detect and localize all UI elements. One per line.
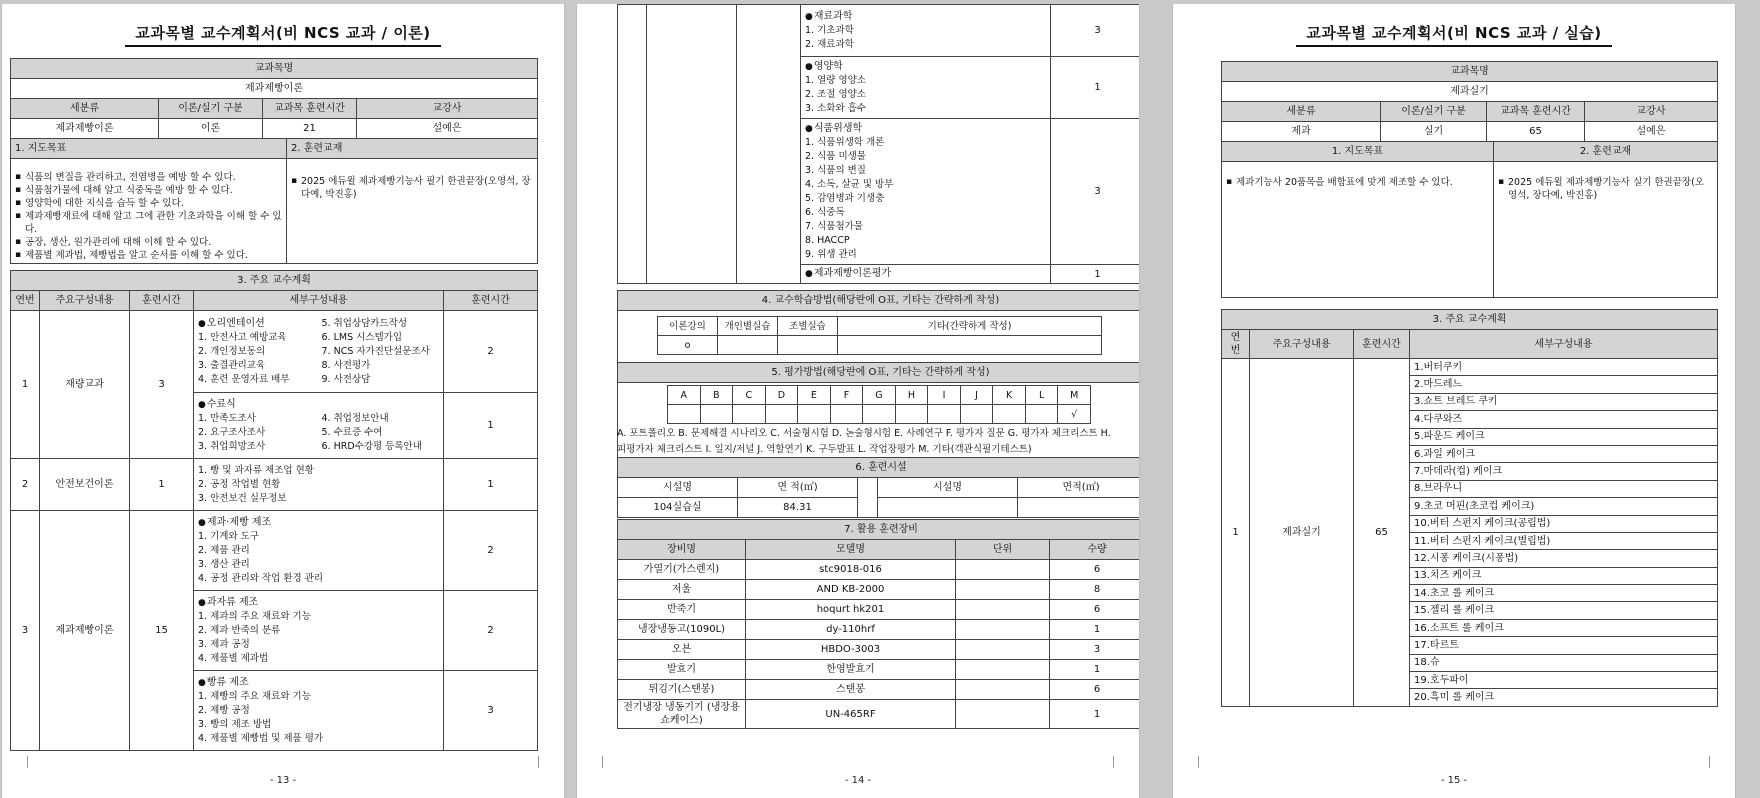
sub-block [194, 591, 444, 671]
equip-model: dy-110hrf [746, 620, 956, 640]
list-item: 9.초코 머핀(초코컵 케이크) [1410, 498, 1718, 515]
material-list [1498, 176, 1713, 202]
sub-title: ● 수료식 [198, 398, 316, 412]
info-header: 교과목 훈련시간 [1487, 102, 1585, 122]
equip-qty: 6 [1050, 600, 1141, 620]
row-content: 재량교과 [40, 311, 130, 459]
page-14 [576, 4, 1140, 798]
sub-item: 9. 위생 관리 [805, 248, 857, 260]
equip-model: stc9018-016 [746, 560, 956, 580]
row-content: 제과제빵이론 [40, 511, 130, 751]
facility-val: 84.31 [738, 498, 858, 518]
row-hours: 15 [130, 511, 194, 751]
equip-name: 오븐 [618, 640, 746, 660]
equip-qty: 1 [1050, 660, 1141, 680]
course-name: 제과제빵이론 [11, 79, 538, 99]
plan-col: 연번 [11, 291, 40, 311]
sub-block [801, 119, 1051, 265]
plan-header: 3. 주요 교수계획 [1222, 310, 1718, 330]
eval-col: C [733, 386, 766, 405]
goal-list [15, 171, 282, 262]
goal-item: ▪ 제과제빵재료에 대해 알고 그에 관한 기초과학을 이해 할 수 있다. [15, 210, 282, 236]
sub-item: 3. 생산 관리 [198, 558, 250, 570]
sub-item: 4. 제품별 제빵법 및 제품 평가 [198, 732, 324, 744]
row-hours: 3 [130, 311, 194, 459]
facility-col: 시설명 [878, 478, 1018, 498]
sub-item: 3. 빵의 제조 방법 [198, 718, 272, 730]
table-row [618, 700, 1141, 729]
page-15 [1172, 4, 1736, 798]
goal-item: ▪ 식품첨가물에 대해 알고 식중독을 예방 할 수 있다. [15, 184, 282, 197]
material-header: 2. 훈련교재 [287, 139, 538, 159]
eval-col: H [895, 386, 928, 405]
sub-item: 3. 출결관리교육 [198, 359, 266, 371]
sub-item: 6. HRD수강평 등록안내 [321, 440, 422, 452]
list-item: 7.마데라(컵) 케이크 [1410, 463, 1718, 480]
row-hours [737, 5, 801, 284]
course-info-table [1221, 61, 1718, 142]
equip-name: 반죽기 [618, 600, 746, 620]
table-row [618, 660, 1141, 680]
eval-col: B [700, 386, 733, 405]
table-row [1222, 359, 1718, 376]
info-header: 이론/실기 구분 [159, 99, 263, 119]
sub-item: 4. 취업정보안내 [321, 412, 389, 424]
list-item: 14.초코 롤 케이크 [1410, 585, 1718, 602]
crop-mark [1187, 756, 1199, 768]
equip-model: 한영발효기 [746, 660, 956, 680]
sub-item: 3. 취업희망조사 [198, 440, 266, 452]
goal-header: 1. 지도목표 [1222, 142, 1494, 162]
row-number: 1 [1222, 359, 1250, 707]
sub-item: 1. 안전사고 예방교육 [198, 331, 287, 343]
sub-block [801, 265, 1051, 284]
eval-note: A. 포트폴리오 B. 문제해결 시나리오 C. 서술형시험 D. 논술형시험 E. 사례연구 F. 평가자 질문 G. 평가자 체크리스트 H. 피평가자 체크리스트 I. 일지/저널 J. 역할연기 K. 구두발표 L. 작업장평가 M. 기타(객관식필기테스트) [617, 428, 1111, 455]
row-number [618, 5, 647, 284]
method-col: 기타(간략하게 작성) [838, 317, 1102, 336]
equip-name: 전기냉장 냉동기기 (냉장용 쇼케이스) [618, 700, 746, 729]
eval-col: J [960, 386, 993, 405]
sub-item: 2. 요구조사조사 [198, 426, 266, 438]
list-item: 5.파운드 케이크 [1410, 428, 1718, 445]
equip-name: 발효기 [618, 660, 746, 680]
info-header: 이론/실기 구분 [1381, 102, 1487, 122]
eval-val [700, 405, 733, 424]
goal-header: 1. 지도목표 [11, 139, 287, 159]
list-item: 8.브라우니 [1410, 480, 1718, 497]
sub-item: 2. 제과 반죽의 분류 [198, 624, 281, 636]
equip-header: 7. 활용 훈련장비 [618, 520, 1141, 540]
plan-col: 세부구성내용 [194, 291, 444, 311]
sub-block [801, 57, 1051, 119]
sub-hours: 1 [444, 393, 538, 459]
equip-col: 수량 [1050, 540, 1141, 560]
eval-col: D [765, 386, 798, 405]
eval-col: G [863, 386, 896, 405]
table-row [618, 600, 1141, 620]
eval-val [1025, 405, 1058, 424]
list-item: 10.버터 스펀지 케이크(공립법) [1410, 515, 1718, 532]
table-row [618, 640, 1141, 660]
sub-item: 8. 사전평가 [321, 359, 371, 371]
crop-mark [1113, 756, 1125, 768]
equip-qty: 6 [1050, 680, 1141, 700]
sub-title: ● 식품위생학 [805, 122, 1046, 136]
equip-unit [956, 580, 1050, 600]
crop-mark [591, 756, 603, 768]
method-val [718, 336, 778, 355]
info-value: 21 [263, 119, 357, 139]
method-col: 조별실습 [778, 317, 838, 336]
goal-list-cell [1222, 162, 1494, 298]
equip-qty: 6 [1050, 560, 1141, 580]
sub-block [194, 511, 444, 591]
sub-item: 6. LMS 시스템가입 [321, 331, 403, 343]
equip-unit [956, 640, 1050, 660]
sub-item: 3. 제과 공정 [198, 638, 250, 650]
plan-col: 훈련시간 [444, 291, 538, 311]
sub-item: 1. 빵 및 과자류 제조업 현황 [198, 464, 314, 476]
material-list-cell [1494, 162, 1718, 298]
goals-table [10, 138, 538, 264]
sub-item: 2. 식품 미생물 [805, 150, 866, 162]
page-number: - 14 - [844, 775, 872, 786]
list-item: 18.슈 [1410, 654, 1718, 671]
info-header: 교강사 [1585, 102, 1718, 122]
material-item: ▪ 2025 에듀윌 제과제빵기능사 실기 한권끝장(오영석, 장다예, 박진홍) [1498, 176, 1713, 202]
equip-qty: 1 [1050, 620, 1141, 640]
sub-hours: 3 [1051, 119, 1141, 265]
course-header: 교과목명 [1222, 62, 1718, 82]
list-item: 16.소프트 롤 케이크 [1410, 619, 1718, 636]
equip-model: hoqurt hk201 [746, 600, 956, 620]
sub-title: ● 영양학 [805, 60, 1046, 74]
plan-col: 세부구성내용 [1410, 330, 1718, 359]
info-header: 교강사 [357, 99, 538, 119]
equip-model: HBDO-3003 [746, 640, 956, 660]
sub-item: 1. 기계와 도구 [198, 530, 259, 542]
eval-val [668, 405, 701, 424]
plan-col: 주요구성내용 [1250, 330, 1354, 359]
row-hours: 1 [130, 459, 194, 511]
eval-val [765, 405, 798, 424]
plan-table [10, 270, 538, 751]
row-number: 3 [11, 511, 40, 751]
facility-col: 면 적(㎡) [738, 478, 858, 498]
eval-col: L [1025, 386, 1058, 405]
goal-list [1226, 176, 1489, 189]
equipment-table [617, 519, 1140, 729]
eval-val: √ [1058, 405, 1091, 424]
course-info-table [10, 58, 538, 139]
equip-name: 튀김기(스탠봉) [618, 680, 746, 700]
sub-block [801, 5, 1051, 57]
row-content [647, 5, 737, 284]
goal-item: ▪ 식품의 변질을 관리하고, 전염병을 예방 할 수 있다. [15, 171, 282, 184]
sub-item: 2. 제품 관리 [198, 544, 250, 556]
facility-table [617, 457, 1140, 518]
sub-item: 1. 식품위생학 개론 [805, 136, 885, 148]
sub-hours: 1 [1051, 57, 1141, 119]
method-header: 4. 교수학습방법(해당란에 O표, 기타는 간략하게 작성) [618, 291, 1141, 311]
eval-val [993, 405, 1026, 424]
sub-item: 4. 공정 관리와 작업 환경 관리 [198, 572, 324, 584]
list-item: 17.타르트 [1410, 637, 1718, 654]
page-title: 교과목별 교수계획서(비 NCS 교과 / 실습) [1173, 22, 1735, 43]
plan-col: 훈련시간 [1354, 330, 1410, 359]
method-table [657, 316, 1102, 355]
plan-table [1221, 309, 1718, 707]
equip-model: UN-465RF [746, 700, 956, 729]
equip-qty: 1 [1050, 700, 1141, 729]
equip-unit [956, 560, 1050, 580]
sub-item: 5. 감염병과 기생충 [805, 192, 885, 204]
sub-item: 9. 사전상담 [321, 373, 371, 385]
list-item: 6.과일 케이크 [1410, 445, 1718, 462]
list-item: 2.마드레느 [1410, 376, 1718, 393]
sub-block [194, 671, 444, 751]
facility-col: 시설명 [618, 478, 738, 498]
sub-item: 1. 제빵의 주요 재료와 기능 [198, 690, 311, 702]
equip-unit [956, 660, 1050, 680]
eval-col: F [830, 386, 863, 405]
equip-col: 단위 [956, 540, 1050, 560]
course-header: 교과목명 [11, 59, 538, 79]
sub-item: 1. 열량 영양소 [805, 74, 866, 86]
eval-col: I [928, 386, 961, 405]
sub-item: 1. 만족도조사 [198, 412, 256, 424]
eval-val [798, 405, 831, 424]
sub-title: ● 제과제빵이론평가 [805, 267, 1046, 281]
sub-item: 1. 제과의 주요 재료와 기능 [198, 610, 311, 622]
sub-item: 2. 조절 영양소 [805, 88, 866, 100]
sub-hours: 2 [444, 591, 538, 671]
equip-unit [956, 680, 1050, 700]
sub-hours: 3 [1051, 5, 1141, 57]
equip-model: AND KB-2000 [746, 580, 956, 600]
page-13 [1, 4, 565, 798]
eval-val [960, 405, 993, 424]
table-row [618, 620, 1141, 640]
info-value: 제과 [1222, 122, 1381, 142]
plan-col: 연번 [1222, 330, 1250, 359]
equip-col: 모델명 [746, 540, 956, 560]
sub-block [194, 311, 444, 393]
sub-title: ● 과자류 제조 [198, 596, 439, 610]
sub-item: 4. 훈련 운영자료 배부 [198, 373, 290, 385]
eval-col: M [1058, 386, 1091, 405]
plan-table-continued [617, 4, 1140, 284]
material-header: 2. 훈련교재 [1494, 142, 1718, 162]
sub-item: 3. 소화와 흡수 [805, 102, 866, 114]
sub-hours: 2 [444, 511, 538, 591]
sub-item: 7. NCS 자가진단설문조사 [321, 345, 430, 357]
method-val: o [658, 336, 718, 355]
goal-item: ▪ 영양학에 대한 지식을 습득 할 수 있다. [15, 197, 282, 210]
material-item: ▪ 2025 에듀윌 제과제빵기능사 필기 한권끝장(오영석, 장다예, 박진홍) [291, 175, 533, 201]
sub-hours: 1 [444, 459, 538, 511]
crop-mark [1709, 756, 1721, 768]
sub-item: 7. 식품첨가물 [805, 220, 863, 232]
equip-col: 장비명 [618, 540, 746, 560]
table-row [618, 5, 1141, 57]
crop-mark [538, 756, 550, 768]
info-value: 설예은 [357, 119, 538, 139]
goal-item: ▪ 제품별 제과법, 제빵법을 알고 순서를 이해 할 수 있다. [15, 249, 282, 262]
sub-item: 6. 식중독 [805, 206, 845, 218]
sub-title: ● 오리엔테이션 [198, 317, 316, 331]
sub-block [194, 393, 444, 459]
method-col: 이론강의 [658, 317, 718, 336]
equip-qty: 8 [1050, 580, 1141, 600]
equip-model: 스탠봉 [746, 680, 956, 700]
list-item: 11.버터 스펀지 케이크(별립법) [1410, 532, 1718, 549]
row-number: 1 [11, 311, 40, 459]
row-number: 2 [11, 459, 40, 511]
eval-val [733, 405, 766, 424]
sub-title: ● 제과·제빵 제조 [198, 516, 439, 530]
facility-val [878, 498, 1018, 518]
info-value: 이론 [159, 119, 263, 139]
list-item: 20.흑미 롤 케이크 [1410, 689, 1718, 706]
method-val [838, 336, 1102, 355]
list-item: 4.다쿠와즈 [1410, 411, 1718, 428]
facility-val [1018, 498, 1141, 518]
facility-val: 104실습실 [618, 498, 738, 518]
material-list-cell [287, 159, 538, 264]
plan-header: 3. 주요 교수계획 [11, 271, 538, 291]
equip-name: 가열기(가스렌지) [618, 560, 746, 580]
eval-header: 5. 평가방법(해당란에 O표, 기타는 간략하게 작성) [618, 363, 1141, 383]
sub-item: 1. 기초과학 [805, 24, 854, 36]
goal-item: ▪ 공장, 생산, 원가관리에 대해 이해 할 수 있다. [15, 236, 282, 249]
table-row [11, 311, 538, 393]
row-hours: 65 [1354, 359, 1410, 707]
table-row [11, 511, 538, 591]
sub-hours: 3 [444, 671, 538, 751]
info-value: 설예은 [1585, 122, 1718, 142]
equip-unit [956, 600, 1050, 620]
eval-col: E [798, 386, 831, 405]
goal-item: ▪ 제과기능사 20품목을 배합표에 맞게 제조할 수 있다. [1226, 176, 1489, 189]
sub-hours: 2 [444, 311, 538, 393]
info-value: 65 [1487, 122, 1585, 142]
sub-item: 4. 소독, 살균 및 방부 [805, 178, 894, 190]
table-row [618, 560, 1141, 580]
table-row [618, 580, 1141, 600]
list-item: 13.치즈 케이크 [1410, 567, 1718, 584]
page-title: 교과목별 교수계획서(비 NCS 교과 / 이론) [2, 22, 564, 43]
list-item: 19.호두파이 [1410, 672, 1718, 689]
sub-title: ● 빵류 제조 [198, 676, 439, 690]
equip-unit [956, 700, 1050, 729]
list-item: 1.버터쿠키 [1410, 359, 1718, 376]
sub-item: 3. 안전보건 실무정보 [198, 492, 287, 504]
sub-hours: 1 [1051, 265, 1141, 284]
eval-val [830, 405, 863, 424]
equip-qty: 3 [1050, 640, 1141, 660]
sub-item: 2. 개인정보동의 [198, 345, 266, 357]
eval-val [895, 405, 928, 424]
plan-col: 훈련시간 [130, 291, 194, 311]
page-number: - 15 - [1440, 775, 1468, 786]
goal-list-cell [11, 159, 287, 264]
sub-item: 8. HACCP [805, 234, 850, 246]
crop-mark [16, 756, 28, 768]
method-col: 개인별실습 [718, 317, 778, 336]
facility-col: 면적(㎡) [1018, 478, 1141, 498]
list-item: 12.시퐁 케이크(시퐁법) [1410, 550, 1718, 567]
eval-table [667, 385, 1091, 424]
eval-col: A [668, 386, 701, 405]
sub-item: 5. 취업상담카드작성 [321, 317, 407, 329]
equip-unit [956, 620, 1050, 640]
row-content: 안전보건이론 [40, 459, 130, 511]
course-name: 제과실기 [1222, 82, 1718, 102]
sub-title: ● 재료과학 [805, 10, 1046, 24]
info-header: 교과목 훈련시간 [263, 99, 357, 119]
sub-item: 3. 식품의 변질 [805, 164, 866, 176]
info-header: 세분류 [11, 99, 159, 119]
method-val [778, 336, 838, 355]
info-value: 제과제빵이론 [11, 119, 159, 139]
facility-header: 6. 훈련시설 [618, 458, 1141, 478]
eval-val [928, 405, 961, 424]
sub-item: 5. 수료증 수여 [321, 426, 383, 438]
sub-item: 4. 제품별 제과법 [198, 652, 269, 664]
info-value: 실기 [1381, 122, 1487, 142]
row-content: 제과실기 [1250, 359, 1354, 707]
material-list [291, 175, 533, 201]
list-item: 15.젤리 롤 케이크 [1410, 602, 1718, 619]
info-header: 세분류 [1222, 102, 1381, 122]
sub-item: 2. 제빵 공정 [198, 704, 250, 716]
eval-col: K [993, 386, 1026, 405]
table-row [618, 680, 1141, 700]
equip-name: 냉장냉동고(1090L) [618, 620, 746, 640]
page-number: - 13 - [269, 775, 297, 786]
sub-item: 2. 재료과학 [805, 38, 854, 50]
list-item: 3.쇼트 브레드 쿠키 [1410, 393, 1718, 410]
sub-item: 2. 공정 작업별 현황 [198, 478, 281, 490]
equip-name: 저울 [618, 580, 746, 600]
sub-block [194, 459, 444, 511]
goals-table [1221, 141, 1718, 298]
plan-col: 주요구성내용 [40, 291, 130, 311]
table-row [11, 459, 538, 511]
eval-val [863, 405, 896, 424]
facility-gap [858, 478, 878, 518]
